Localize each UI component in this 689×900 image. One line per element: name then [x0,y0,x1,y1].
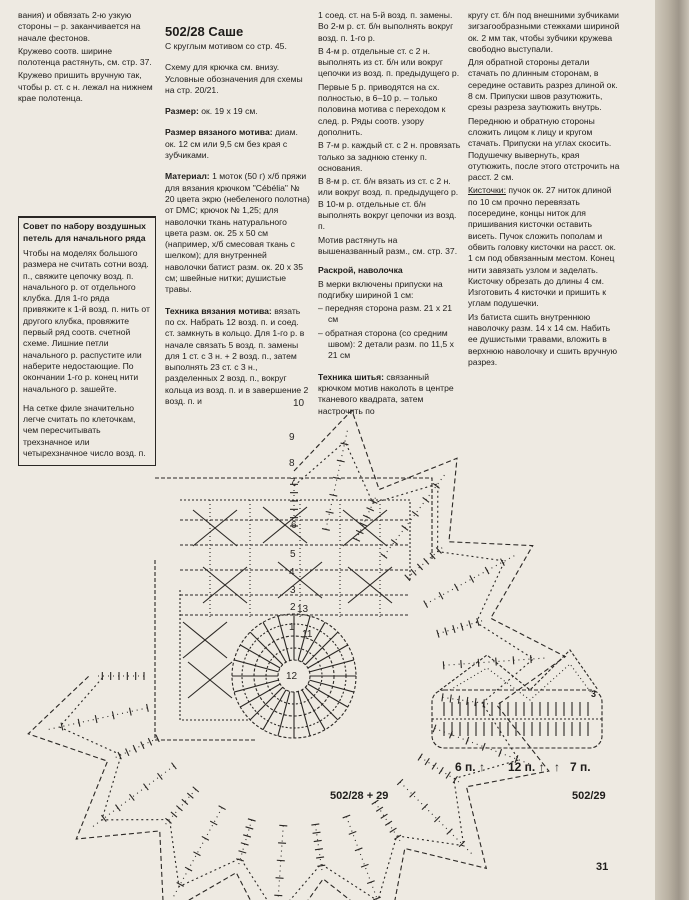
chart-stitch [513,656,514,664]
chart-stitch [202,836,209,840]
chart-stitch [385,821,392,825]
chart-stitch [496,658,497,666]
chart-stitch [361,864,368,867]
motif-size-text: диам. ок. 12 см или 9,5 см без края с зубчиками. [165,127,298,161]
cut-item-back: – обратная сторона (со средним швом): 2 детали разм. по 11,5 x 21 см [318,327,454,361]
chart-ring-spoke [234,660,278,672]
chart-stitch [129,794,134,800]
main-chart-caption: 502/28 + 29 [330,790,389,802]
chart-row-number: 3 [290,585,296,596]
col4-paragraph-2: Для обратной стороны детали стачать по длинным сторонам, в середине оставить разрез длиной ок. 8 см. Припуски швов разутюжить, срезы разреза заутюжить внутрь. [468,57,618,113]
chart-row-number: 5 [290,549,296,560]
edge-row-number: 3 [591,689,597,699]
chart-stitch [424,558,429,564]
chart-stitch [101,815,106,821]
chart-ring-spoke [298,691,310,735]
chart-stitch [458,696,459,704]
chart-stitch [450,695,451,703]
article-heading: 502/28 Саше [165,24,244,39]
chart-stitch [432,763,436,770]
page-binding-edge [655,0,689,900]
chart-stitch [367,508,374,511]
col3-paragraph-3: Первые 5 р. приводятся на сх. полностью, в 6–10 р. – только половина мотива с переходом к след. р. Ряды соотв. узору дополнить. [318,81,446,137]
size-label: Размер: [165,106,199,117]
sewing-text: связанный крючком мотив наколоть в центре тканевого квадрата, затем настрочить по [318,371,454,416]
chart-row-number: 7 [290,477,296,488]
chart-stitch [341,443,349,445]
chart-stitch [402,526,408,531]
chart-stitch [219,806,226,810]
edge-label-6: 6 п. ↑ [455,760,485,774]
chart-stitch [470,575,474,582]
chart-stitch [172,763,177,769]
chart-stitch [501,559,505,566]
chart-stitch [422,804,428,810]
chart-stitch [447,829,453,835]
chart-stitch [193,852,200,856]
chart-stitch [453,776,457,783]
chart-stitch [445,628,447,636]
chart-stitch [439,592,443,599]
chart-row-number: 2 [290,602,296,613]
edge-chart-caption: 502/29 [572,790,606,802]
chart-stitch [531,655,532,663]
chart-stitch [158,773,163,779]
chart-star-outline [28,410,565,900]
tip-title: Совет по набору воздушных петель для начального ряда [23,221,146,243]
chart-stitch [423,497,429,502]
chart-row-number: 11 [302,629,313,640]
chart-row-number: 13 [297,604,309,615]
chart-stitch [126,749,129,756]
chart-stitch [482,743,485,750]
col3-paragraph-1: 1 соед. ст. на 5-й возд. п. замены. Во 2-м р. ст. б/н выполнять вокруг возд. п. 1-го р. [318,10,454,43]
col1-paragraph-1: вания) и обвязать 2-ю узкую стороны – р. заканчивается на начале фестонов. [18,10,141,43]
chart-row-number: 12 [286,671,298,682]
col4-paragraph-1: кругу ст. б/н под внешними зубчиками зигзагообразными стежками шириной ок. 2 мм так, чтобы зубчики кружева свободно выступали. [468,10,620,54]
chart-stitch [148,738,151,745]
col3-paragraph-2: В 4-м р. отдельные ст. с 2 н. выполнять из ст. б/н или вокруг цепочки из возд. п. предыдущего р. [318,45,460,79]
chart-stitch [115,805,120,811]
technique-label: Техника вязания мотива: [165,305,272,316]
chart-stitch [381,554,387,559]
chart-spoke [276,826,283,900]
col4-paragraph-5: Из батиста сшить внутреннюю наволочку разм. 14 x 14 см. Набить ее душистыми травами, вложить в верхнюю наволочку и сшить вручную разрез. [468,311,618,367]
chart-stitch [353,538,360,541]
main-crochet-chart [28,410,565,900]
edge-scallop [440,650,598,690]
chart-row-number: 8 [289,458,295,469]
chart-row-number: 6 [291,520,297,531]
chart-spoke [346,817,383,900]
col4-paragraph-3: Переднюю и обратную стороны сложить лицом к лицу и кругом стачать. Припуски на углах скосить. Подушечку вывернуть, края отутюжить, после этого отстрочить на расст. 2 см. [468,115,620,183]
chart-stitch [315,849,323,850]
col3-paragraph-5: В 8-м р. ст. б/н вязать из ст. с 2 н. или вокруг возд. п. предыдущего р. В 10-м р. отдельные ст. б/н выполнять вокруг цепочки из возд. п. [318,176,459,232]
page-number: 31 [596,861,609,873]
chart-stitch [185,867,192,871]
chart-stitch [176,806,182,811]
chart-row-number: 1 [289,622,295,633]
chart-stitch [439,767,443,774]
chart-stitch [156,735,159,742]
edge-label-12: 12 п. ↑ [508,760,545,774]
chart-stitch [165,818,171,823]
chart-stitch [454,584,458,591]
chart-stitch [363,515,370,518]
chart-stitch [390,828,397,832]
technique-text: вязать по сх. Набрать 12 возд. п. и соед. ст. замкнуть в кольцо. Для 1-го р. в начале связать 5 возд. п. замены для 1 ст. с 3 н. + 2 возд. п., затем выполнять 23 ст. с 3 н., разделенных 2 возд. п., вокруг кольца из возд. п. и в завершение 2 возд. п. и [165,305,309,407]
edge-label-7: 7 п. [570,760,591,774]
chart-stitch [144,784,149,790]
arrow-up-icon: ↑ [478,760,485,774]
cut-item-front: – передняя сторона разм. 21 x 21 см [318,303,453,325]
chart-stitch [311,824,319,825]
chart-stitch [279,825,287,826]
chart-stitch [436,547,441,553]
tip-paragraph-1: Чтобы на моделях большого размера не считать сотни возд. п., свяжите цепочку возд. п. начального р. от отдельного клубка. Для 1-го ряда привяжите к 1-й возд. п. нить от другого клубка, провяжите первый ряд соотв. счетной схеме. Лишние петли начального р. распустите или наберите недостающие. По окончании 1-го р. конец нити начального р. зашейте. [23,247,150,394]
chart-stitch [274,895,282,896]
chart-stitch [246,827,254,829]
col1-paragraph-2: Кружево соотв. ширине полотенца растянуть, см. стр. 37. [18,45,152,68]
chart-stitch [381,814,388,818]
arrow-up-icon: ↑ [538,760,545,774]
col1-paragraph-3: Кружево пришить вручную так, чтобы р. ст. с н. лежал на нижнем крае полотенца. [18,70,153,104]
tip-paragraph-2: На сетке филе значительно легче считать по клеточкам, чем пересчитывать трехзначное или четырехзначное число возд. п. [23,402,146,459]
chart-stitch [277,860,285,861]
chart-stitch [326,511,334,513]
chart-stitch [424,601,428,608]
chart-row-number: 10 [293,398,305,409]
cut-heading: Раскрой, наволочка [318,265,403,276]
chart-stitch [417,564,422,570]
chart-stitch [278,843,286,844]
chart-square-outline [155,560,255,740]
tassel-text: пучок ок. 27 ниток длиной по 10 см прочно перевязать посередине, концы ниток для пришивания кисточки оставить висеть. Пучок сложить пополам и обвить головку кисточки на расст. ок. 1 см под обвязанным местом. Конец нити завязать узлом и заделать. Кисточку обрезать до длины 4 см. Изготовить 4 кисточки и пришить к углам подушечки. [468,185,616,309]
chart-stitch [193,787,199,792]
chart-stitch [276,878,284,879]
chart-square-inner [180,500,410,580]
chart-ring-spoke [309,680,353,692]
scheme-note: Схему для крючка см. внизу. Условные обозначения для схемы на стр. 20/21. [165,62,303,95]
chart-stitch [461,660,462,668]
motif-size-label: Размер вязаного мотива: [165,127,273,138]
chart-stitch [443,661,444,669]
chart-stitch [469,621,471,629]
chart-stitch [391,540,397,545]
chart-stitch [313,832,321,833]
article-subheading: С круглым мотивом со стр. 45. [165,41,287,51]
chart-stitch [182,799,188,804]
chart-square-inner [180,590,250,720]
tassel-label: Кисточки: [468,185,506,196]
col3-paragraph-4: В 7-м р. каждый ст. с 2 н. провязать только за заднюю стенку п. основания. [318,140,461,173]
chart-stitch [376,807,383,811]
sewing-label: Техника шитья: [318,371,385,382]
chart-row-number: 9 [289,432,295,443]
chart-stitch [349,832,356,835]
chart-stitch [446,772,450,779]
chart-stitch [316,857,324,858]
cut-intro: В мерки включены припуски на подгибку шириной 1 см: [318,278,443,300]
chart-stitch [485,567,489,574]
chart-stitch [314,840,322,841]
chart-stitch [129,708,131,716]
material-text: 1 моток (50 г) х/б пряжи для вязания крючком "Cébélia" № 20 цвета экрю (небеленого полотна) от DMC; крючок № 1,25; для наволочки ткань натурального цвета разм. ок. 25 x 50 см (например, х/б смесовая ткань с шелком); для внутренней наволочки батист разм. ок. 20 x 35 см; швейные нитки; душистые травы. [165,171,310,295]
chart-stitch [425,758,429,765]
chart-stitch [95,715,97,723]
col3-paragraph-6: Мотив растянуть на вышеназванный разм., см. стр. 37. [318,234,458,256]
chart-row-number: 4 [289,567,295,578]
chart-stitch [210,821,217,825]
chart-stitch [317,865,325,866]
edge-arrow-right [554,760,560,774]
chart-stitch [133,745,136,752]
chart-stitch [442,693,443,701]
material-label: Материал: [165,171,210,182]
arrow-up-icon: ↑ [554,760,560,774]
chart-stitch [478,659,479,667]
size-text: ок. 19 x 19 см. [201,106,258,117]
chart-stitch [405,575,410,581]
chart-stitch [418,754,422,761]
main-chart-row-numbers [286,398,313,682]
chart-stitch [397,779,403,785]
chart-stitch [239,851,247,853]
chart-stitch [412,511,418,516]
